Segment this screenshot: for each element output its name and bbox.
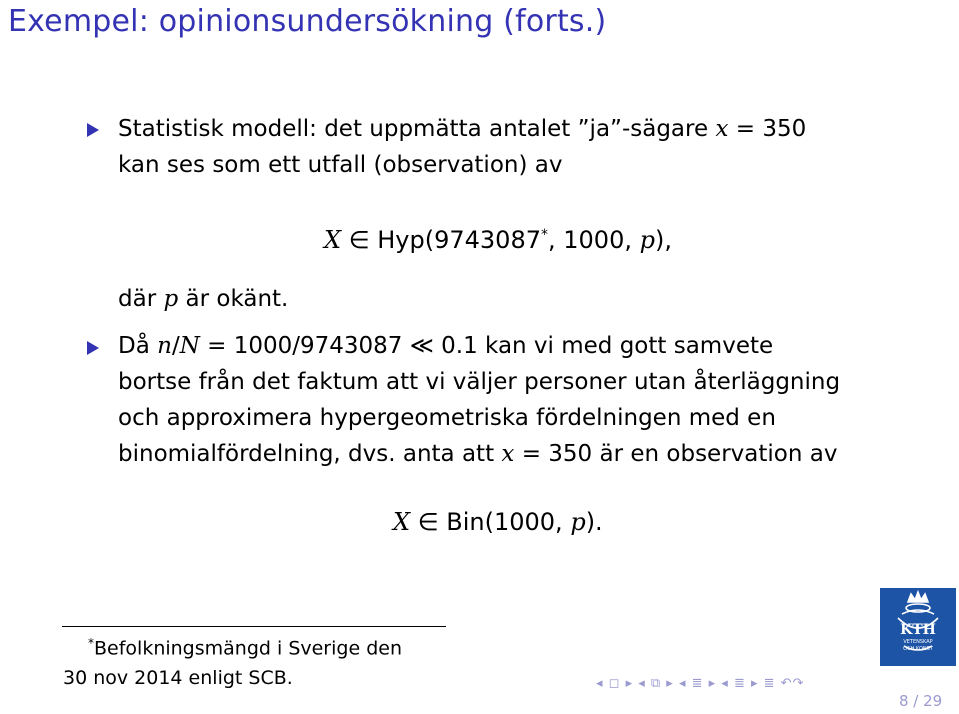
formula2-var-p: p xyxy=(570,508,586,536)
where-line xyxy=(118,286,288,312)
bullet2-line2: bortse från det faktum att vi väljer personer utan återläggning xyxy=(118,369,841,395)
formula1-var-p: p xyxy=(639,226,655,254)
formula1-close: ), xyxy=(654,226,672,254)
formula1-args: , 1000, xyxy=(548,226,640,254)
bullet1-text-pre: Statistisk modell: det uppmätta antalet ”ja”-sägare xyxy=(118,116,716,142)
page-number: 8 / 29 xyxy=(899,692,943,710)
where-var-p: p xyxy=(163,286,179,312)
formula1-rel: ∈ Hyp(9743087 xyxy=(341,226,541,254)
bullet2-line3: och approximera hypergeometriska fördelningen med en xyxy=(118,405,776,431)
formula2-rel: ∈ Bin(1000, xyxy=(410,508,571,536)
bullet1-text-post: = 350 xyxy=(728,116,807,142)
bullet2-var-x: x xyxy=(501,441,515,467)
bullet2-post: = 1000/9743087 ≪ 0.1 kan vi med gott samvete xyxy=(199,333,774,359)
bullet2-line4-pre: binomialfördelning, dvs. anta att xyxy=(118,441,502,467)
footnote-rule xyxy=(62,626,446,627)
hypergeometric-formula xyxy=(324,226,672,254)
bullet2-line4-post: = 350 är en observation av xyxy=(514,441,838,467)
bullet2-var-N: N xyxy=(179,333,200,359)
bullet-arrow-icon xyxy=(87,341,99,355)
kth-logo xyxy=(880,588,956,666)
footnote-line1 xyxy=(88,636,402,659)
bullet2-line4 xyxy=(118,441,837,467)
footnote-line2: 30 nov 2014 enligt SCB. xyxy=(63,667,293,689)
logo-text-kth: KTH xyxy=(900,622,936,638)
slide-title: Exempel: opinionsundersökning (forts.) xyxy=(8,4,607,39)
where-pre: där xyxy=(118,286,164,312)
kth-crest-icon xyxy=(880,588,956,666)
bullet2-slash: / xyxy=(171,333,180,359)
bullet1-var-x: x xyxy=(715,116,729,142)
bullet2-var-n: n xyxy=(157,333,172,359)
bullet2-pre: Då xyxy=(118,333,158,359)
bullet1-line2: kan ses som ett utfall (observation) av xyxy=(118,152,563,178)
bullet2-line1 xyxy=(118,333,773,359)
beamer-navigation-icons[interactable]: ◂ ◻ ▸ ◂ ⧉ ▸ ◂ ≣ ▸ ◂ ≣ ▸ ≣ ↶↷ xyxy=(596,676,805,691)
logo-text-3: OCH KONST xyxy=(903,646,933,652)
formula1-star: * xyxy=(541,227,548,243)
formula2-var-X: X xyxy=(393,508,411,536)
footnote-mark: * xyxy=(88,636,94,650)
formula2-close: ). xyxy=(585,508,603,536)
binomial-formula xyxy=(393,508,603,536)
bullet1-line1 xyxy=(118,116,806,142)
bullet-arrow-icon xyxy=(87,123,99,137)
footnote-text1: Befolkningsmängd i Sverige den xyxy=(94,637,402,660)
where-post: är okänt. xyxy=(178,286,289,312)
logo-text-2: VETENSKAP xyxy=(903,639,933,645)
formula1-var-X: X xyxy=(324,226,342,254)
